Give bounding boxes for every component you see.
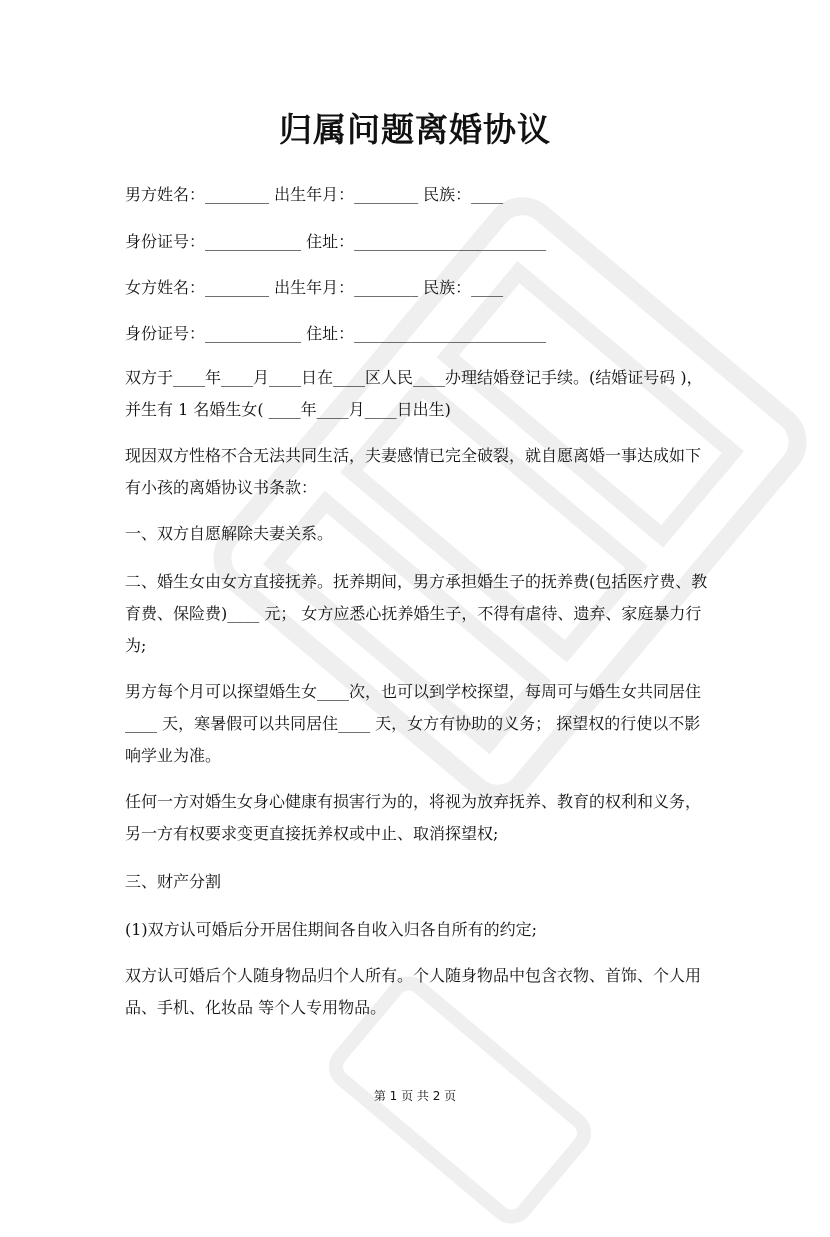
clause-three-property: 三、财产分割 [125,872,222,891]
wife-id-address-line: 身份证号：____________ 住址：________________________ [125,324,547,343]
clause-two-custody: 二、婚生女由女方直接抚养。抚养期间，男方承担婚生子的抚养费(包括医疗费、教育费、保险费)____ 元； 女方应悉心抚养婚生子，不得有虐待、遗弃、家庭暴力行为; [125,572,708,655]
husband-info-line: 男方姓名：________ 出生年月：________ 民族：____ [125,185,504,204]
harm-paragraph: 任何一方对婚生女身心健康有损害行为的，将视为放弃抚养、教育的权利和义务，另一方有权要求变更直接抚养权或中止、取消探望权; [125,792,702,843]
document-title: 归属问题离婚协议 [279,110,551,149]
clause-one: 一、双方自愿解除夫妻关系。 [125,524,334,543]
page-number-footer: 第 1 页 共 2 页 [373,1089,457,1103]
personal-items-paragraph: 双方认可婚后个人随身物品归个人所有。个人随身物品中包含衣物、首饰、个人用品、手机、化妆品 等个人专用物品。 [125,966,702,1017]
visitation-paragraph: 男方每个月可以探望婚生女____次，也可以到学校探望，每周可与婚生女共同居住____ 天，寒暑假可以共同居住____ 天，女方有协助的义务； 探望权的行使以不影响学业为准。 [125,682,702,765]
property-item-one: (1)双方认可婚后分开居住期间各自收入归各自所有的约定; [125,920,538,939]
wife-info-line: 女方姓名：________ 出生年月：________ 民族：____ [125,278,504,297]
husband-id-address-line: 身份证号：____________ 住址：________________________ [125,232,547,251]
divorce-reason-paragraph: 现因双方性格不合无法共同生活，夫妻感情已完全破裂，就自愿离婚一事达成如下有小孩的离婚协议书条款： [125,446,702,497]
marriage-registration-paragraph: 双方于____年____月____日在____区人民____办理结婚登记手续。(结婚证号码 )，并生有 1 名婚生女( ____年____月____日出生) [125,368,703,419]
